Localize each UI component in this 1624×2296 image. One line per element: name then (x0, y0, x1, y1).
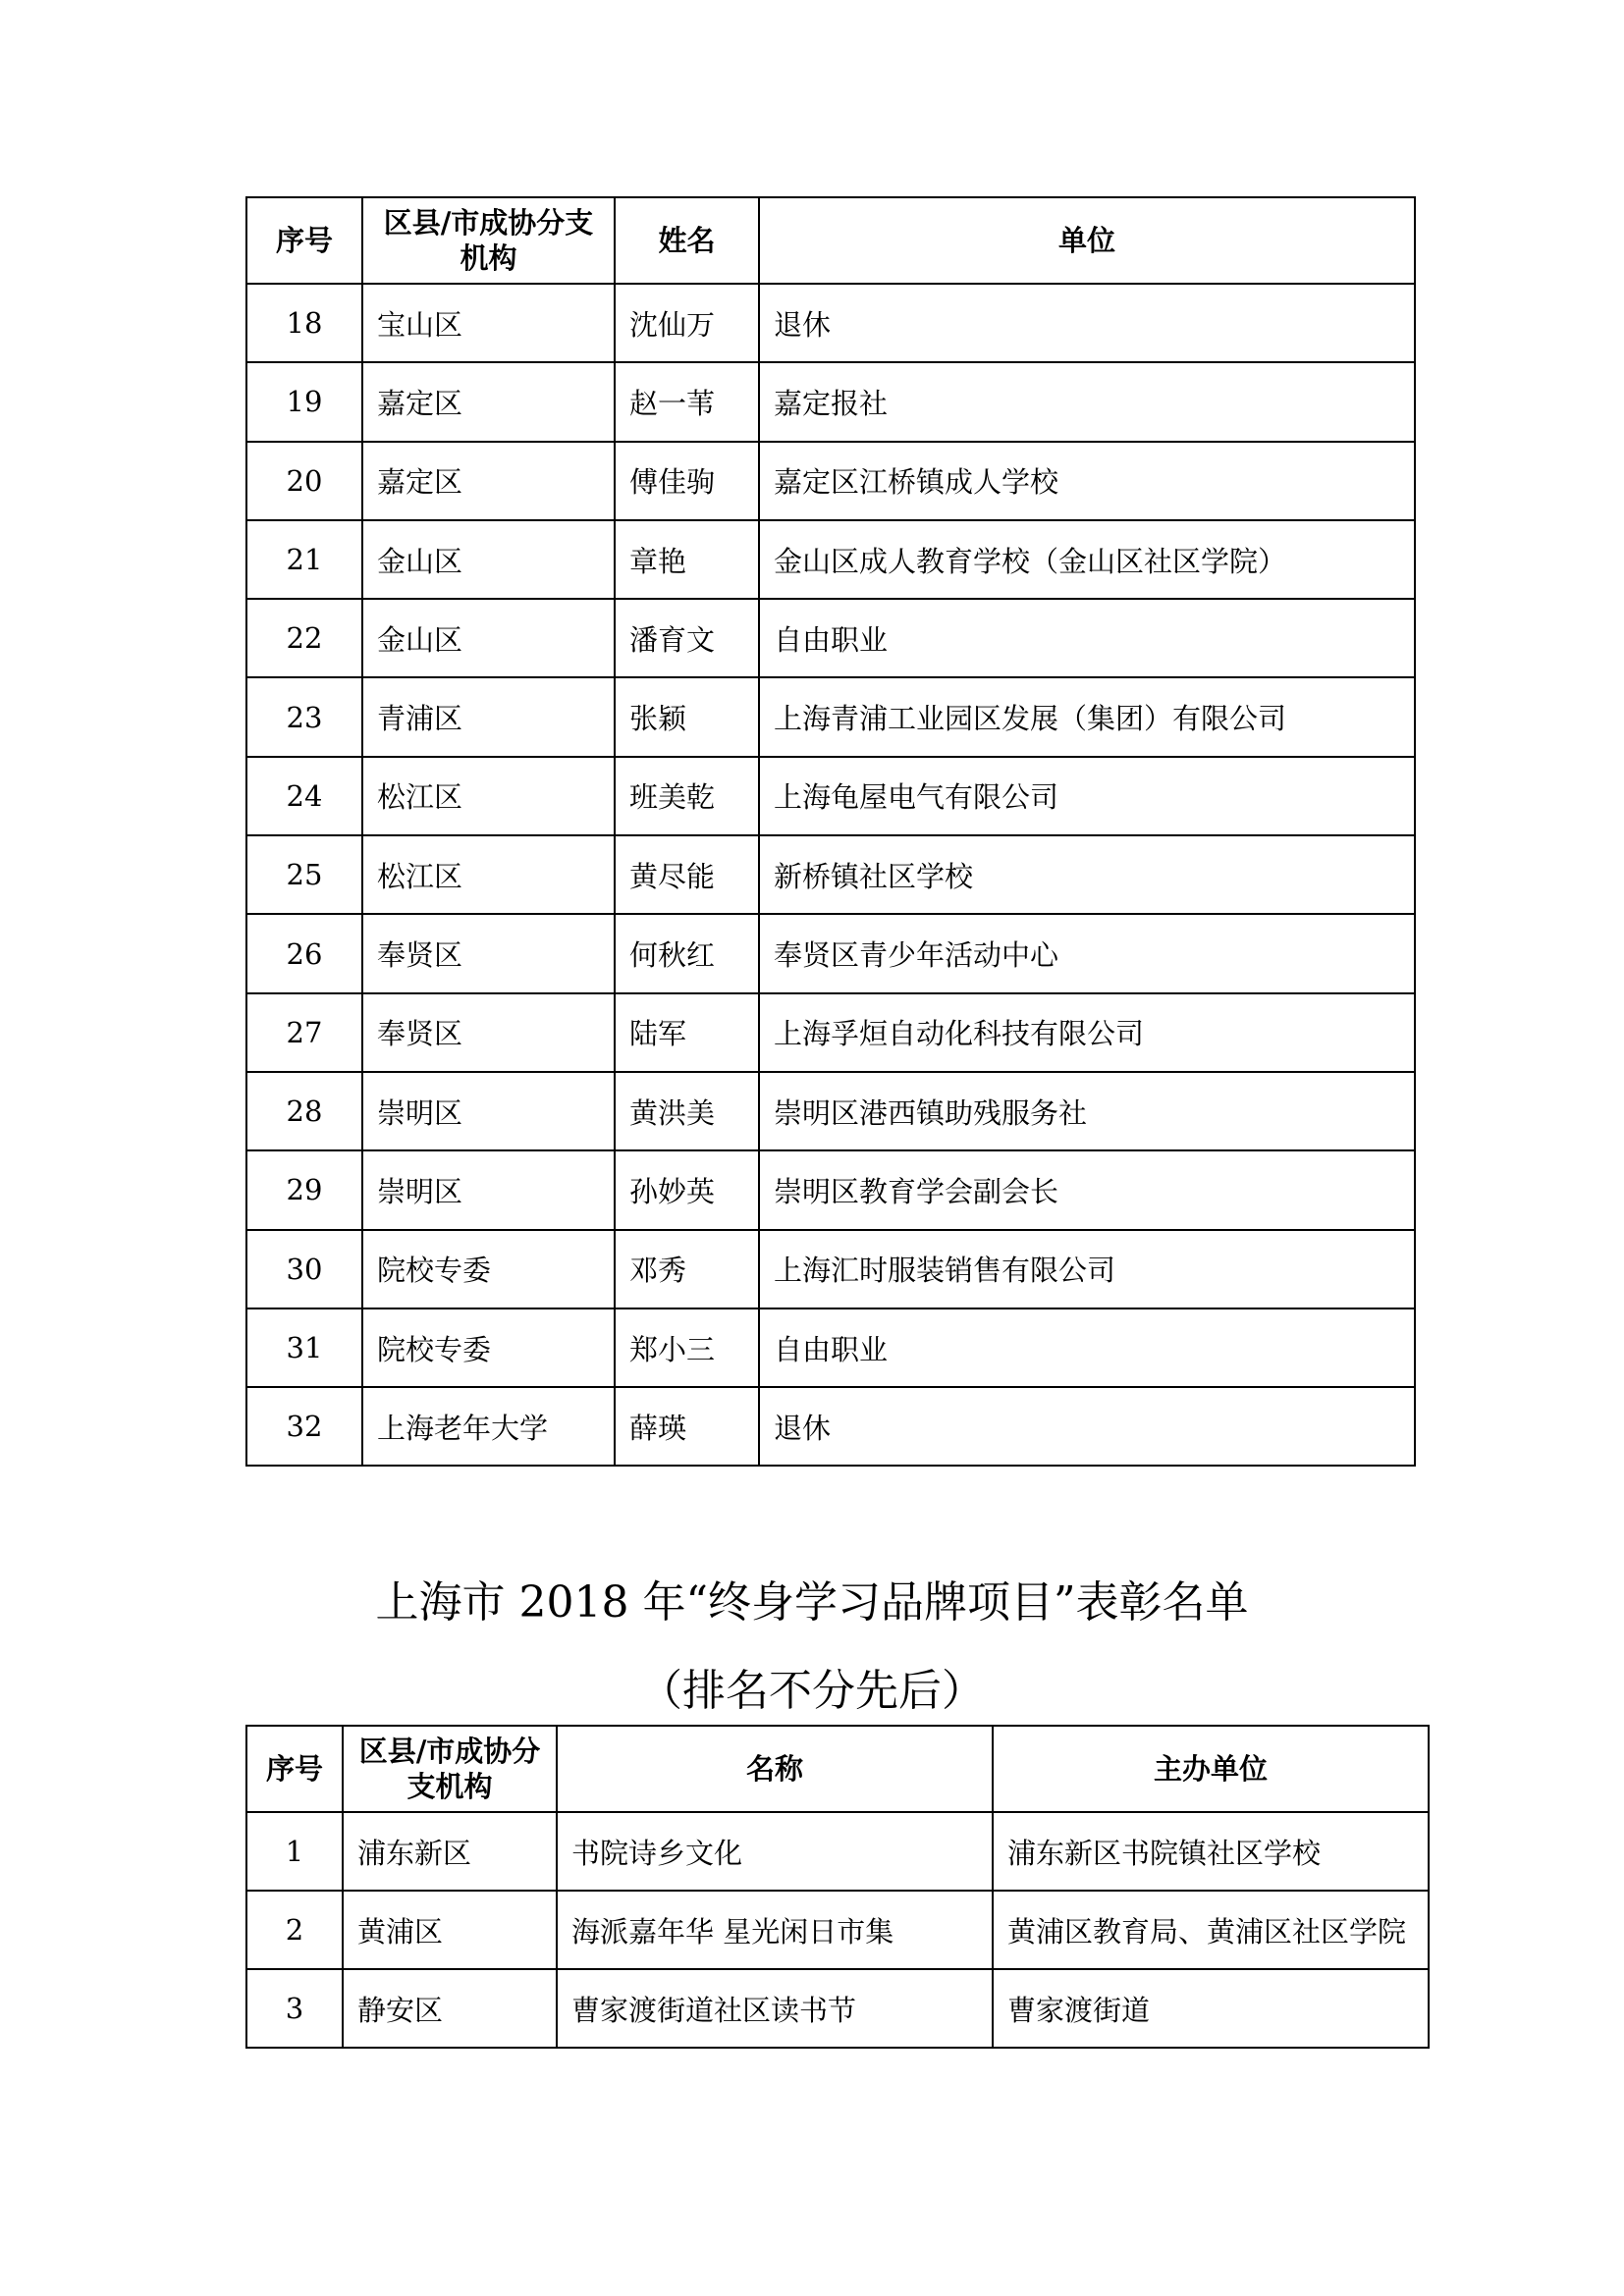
cell-unit: 嘉定区江桥镇成人学校 (759, 442, 1415, 520)
table-row (246, 1891, 1429, 1969)
cell-unit: 崇明区港西镇助残服务社 (759, 1072, 1415, 1150)
cell-serial: 19 (246, 362, 362, 441)
cell-district: 奉贤区 (362, 993, 615, 1072)
header-organizer: 主办单位 (993, 1726, 1429, 1812)
cell-name: 潘育文 (615, 599, 759, 677)
honor-list-table-individuals (245, 196, 1416, 1467)
cell-project-name: 书院诗乡文化 (557, 1812, 993, 1891)
cell-serial: 30 (246, 1230, 362, 1308)
table-row (246, 362, 1415, 441)
cell-serial: 18 (246, 284, 362, 362)
cell-district: 浦东新区 (343, 1812, 557, 1891)
cell-district: 院校专委 (362, 1230, 615, 1308)
cell-serial: 25 (246, 835, 362, 914)
cell-name: 班美乾 (615, 757, 759, 835)
table-row (246, 1150, 1415, 1229)
cell-project-name: 曹家渡街道社区读书节 (557, 1969, 993, 2048)
cell-serial: 23 (246, 677, 362, 756)
table-header-row (246, 197, 1415, 284)
cell-name: 黄洪美 (615, 1072, 759, 1150)
table-row (246, 284, 1415, 362)
header-name: 姓名 (615, 197, 759, 284)
cell-serial: 1 (246, 1812, 343, 1891)
cell-district: 青浦区 (362, 677, 615, 756)
cell-serial: 22 (246, 599, 362, 677)
table-row (246, 1387, 1415, 1466)
cell-district: 崇明区 (362, 1072, 615, 1150)
cell-district: 金山区 (362, 520, 615, 599)
cell-unit: 崇明区教育学会副会长 (759, 1150, 1415, 1229)
cell-name: 陆军 (615, 993, 759, 1072)
cell-name: 薛瑛 (615, 1387, 759, 1466)
cell-name: 赵一苇 (615, 362, 759, 441)
cell-name: 黄尽能 (615, 835, 759, 914)
cell-name: 孙妙英 (615, 1150, 759, 1229)
cell-serial: 31 (246, 1308, 362, 1387)
cell-name: 何秋红 (615, 914, 759, 992)
table-row (246, 757, 1415, 835)
cell-unit: 自由职业 (759, 1308, 1415, 1387)
cell-organizer: 浦东新区书院镇社区学校 (993, 1812, 1429, 1891)
table-row (246, 914, 1415, 992)
cell-name: 郑小三 (615, 1308, 759, 1387)
cell-unit: 自由职业 (759, 599, 1415, 677)
cell-district: 奉贤区 (362, 914, 615, 992)
cell-project-name: 海派嘉年华 星光闲日市集 (557, 1891, 993, 1969)
cell-unit: 上海汇时服装销售有限公司 (759, 1230, 1415, 1308)
header-district: 区县/市成协分支机构 (362, 197, 615, 284)
cell-unit: 上海青浦工业园区发展（集团）有限公司 (759, 677, 1415, 756)
cell-name: 傅佳驹 (615, 442, 759, 520)
cell-district: 嘉定区 (362, 362, 615, 441)
cell-name: 沈仙万 (615, 284, 759, 362)
cell-name: 章艳 (615, 520, 759, 599)
cell-serial: 3 (246, 1969, 343, 2048)
header-serial: 序号 (246, 197, 362, 284)
cell-district: 崇明区 (362, 1150, 615, 1229)
table-row (246, 1969, 1429, 2048)
header-project-name: 名称 (557, 1726, 993, 1812)
cell-unit: 奉贤区青少年活动中心 (759, 914, 1415, 992)
cell-serial: 26 (246, 914, 362, 992)
cell-district: 黄浦区 (343, 1891, 557, 1969)
cell-unit: 退休 (759, 1387, 1415, 1466)
cell-serial: 20 (246, 442, 362, 520)
cell-unit: 上海孚烜自动化科技有限公司 (759, 993, 1415, 1072)
section-title: 上海市 2018 年“终身学习品牌项目”表彰名单 (375, 1577, 1249, 1628)
cell-serial: 32 (246, 1387, 362, 1466)
cell-serial: 2 (246, 1891, 343, 1969)
cell-unit: 嘉定报社 (759, 362, 1415, 441)
cell-name: 张颖 (615, 677, 759, 756)
table-header-row (246, 1726, 1429, 1812)
cell-serial: 24 (246, 757, 362, 835)
cell-unit: 金山区成人教育学校（金山区社区学院） (759, 520, 1415, 599)
table-row (246, 993, 1415, 1072)
table-row (246, 520, 1415, 599)
cell-unit: 退休 (759, 284, 1415, 362)
table-row (246, 677, 1415, 756)
cell-serial: 28 (246, 1072, 362, 1150)
cell-serial: 27 (246, 993, 362, 1072)
cell-district: 宝山区 (362, 284, 615, 362)
table-row (246, 599, 1415, 677)
cell-serial: 21 (246, 520, 362, 599)
header-district: 区县/市成协分支机构 (343, 1726, 557, 1812)
table-row (246, 442, 1415, 520)
section-subtitle: （排名不分先后） (639, 1666, 985, 1716)
header-serial: 序号 (246, 1726, 343, 1812)
table-row (246, 835, 1415, 914)
cell-district: 松江区 (362, 757, 615, 835)
header-unit: 单位 (759, 197, 1415, 284)
cell-unit: 新桥镇社区学校 (759, 835, 1415, 914)
cell-district: 松江区 (362, 835, 615, 914)
cell-unit: 上海龟屋电气有限公司 (759, 757, 1415, 835)
table-row (246, 1230, 1415, 1308)
cell-district: 嘉定区 (362, 442, 615, 520)
honor-list-table-projects (245, 1725, 1430, 2049)
cell-district: 金山区 (362, 599, 615, 677)
cell-district: 静安区 (343, 1969, 557, 2048)
cell-name: 邓秀 (615, 1230, 759, 1308)
table-row (246, 1072, 1415, 1150)
table-row (246, 1308, 1415, 1387)
cell-organizer: 黄浦区教育局、黄浦区社区学院 (993, 1891, 1429, 1969)
cell-district: 上海老年大学 (362, 1387, 615, 1466)
cell-organizer: 曹家渡街道 (993, 1969, 1429, 2048)
cell-district: 院校专委 (362, 1308, 615, 1387)
cell-serial: 29 (246, 1150, 362, 1229)
table-row (246, 1812, 1429, 1891)
